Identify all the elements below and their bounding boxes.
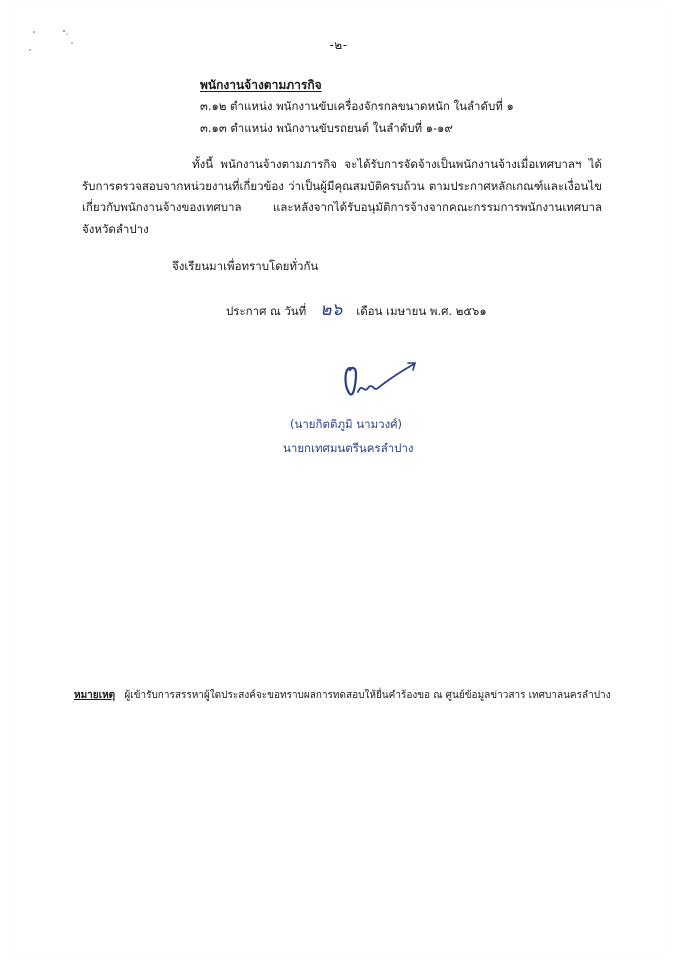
footnote-text: ผู้เข้ารับการสรรหาผู้ใดประสงค์จะขอทราบผลการทดสอบให้ยื่นคำร้องขอ ณ ศูนย์ข้อมูลข่าวสาร เทศบาลนครลำปาง xyxy=(124,690,611,701)
handwritten-signature xyxy=(330,358,430,408)
footnote-label: หมายเหตุ xyxy=(74,690,116,701)
announcement-suffix: เดือน เมษายน พ.ศ. ๒๕๖๑ xyxy=(356,304,487,318)
footnote xyxy=(74,688,611,703)
announcement-day: ๒๖ xyxy=(320,300,343,320)
signer-title: นายกเทศมนตรีนครลำปาง xyxy=(283,441,414,455)
page-number: -๒- xyxy=(329,38,348,52)
signer-name: (นายกิตติภูมิ นามวงศ์) xyxy=(290,417,403,431)
item-3-12: ๓.๑๒ ตำแหน่ง พนักงานขับเครื่องจักรกลขนาดหนัก ในลำดับที่ ๑ xyxy=(200,99,514,113)
body-paragraph: ทั้งนี้ พนักงานจ้างตามภารกิจ จะได้รับการจัดจ้างเป็นพนักงานจ้างเมื่อเทศบาลฯ ได้รับการตรวจสอบจากหน่วยงานที่เกี่ยวข้อง ว่าเป็นผู้มีคุณสมบัติครบถ้วน ตามประกาศหลักเกณฑ์และเงื่อนไขเกี่ยวกับพนักงานจ้างของเทศบาล และหลังจากได้รับอนุมัติการจ้างจากคณะกรรมการพนักงานเทศบาลจังหวัดลำปาง xyxy=(82,157,602,236)
announcement-line xyxy=(226,296,487,323)
document-page xyxy=(10,8,668,952)
announcement-prefix: ประกาศ ณ วันที่ xyxy=(226,304,307,318)
item-3-13: ๓.๑๓ ตำแหน่ง พนักงานขับรถยนต์ ในลำดับที่ ๑-๑๙ xyxy=(200,121,453,135)
closing-line: จึงเรียนมาเพื่อทราบโดยทั่วกัน xyxy=(172,259,319,273)
section-heading: พนักงานจ้างตามภารกิจ xyxy=(200,78,322,92)
